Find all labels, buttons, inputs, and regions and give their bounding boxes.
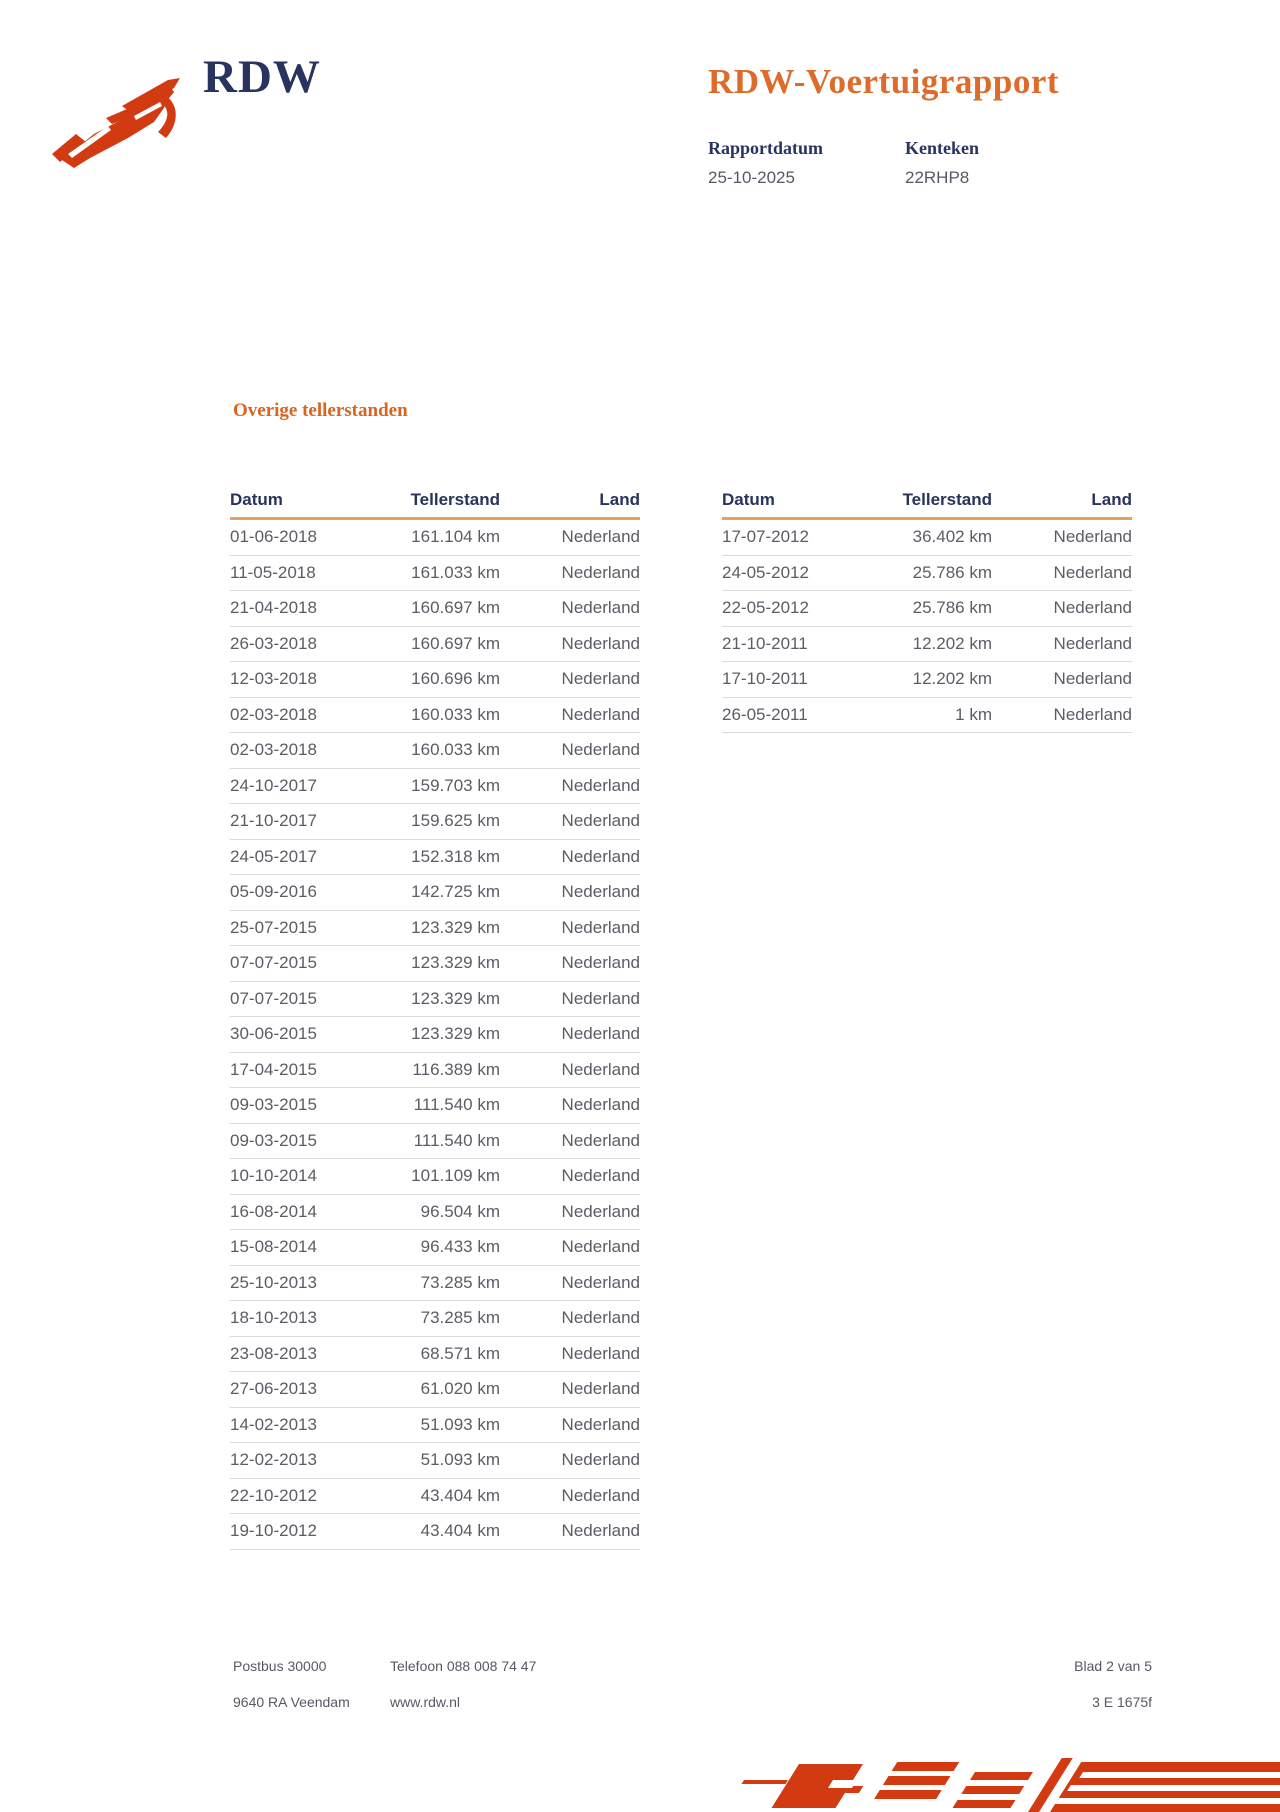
cell-datum: 18-10-2013 — [230, 1308, 317, 1328]
table-row — [230, 875, 640, 911]
cell-datum: 07-07-2015 — [230, 988, 317, 1008]
cell-land: Nederland — [561, 953, 640, 973]
table-row — [230, 769, 640, 805]
rdw-logo-text: RDW — [203, 51, 321, 103]
column-header-tellerstand: Tellerstand — [410, 490, 500, 509]
cell-tellerstand: 123.329 km — [411, 917, 500, 937]
cell-land: Nederland — [561, 562, 640, 582]
table-row — [230, 1053, 640, 1089]
cell-land: Nederland — [561, 633, 640, 653]
cell-datum: 24-05-2012 — [722, 562, 809, 582]
cell-datum: 21-10-2017 — [230, 811, 317, 831]
table-row — [230, 1479, 640, 1515]
table-row — [722, 556, 1132, 592]
cell-land: Nederland — [561, 704, 640, 724]
cell-land: Nederland — [561, 1343, 640, 1363]
odometer-table-left — [230, 490, 640, 1550]
cell-tellerstand: 12.202 km — [912, 669, 992, 689]
cell-tellerstand: 111.540 km — [413, 1095, 500, 1115]
section-title: Overige tellerstanden — [233, 400, 408, 421]
cell-tellerstand: 36.402 km — [912, 527, 992, 547]
cell-datum: 09-03-2015 — [230, 1095, 317, 1115]
cell-datum: 07-07-2015 — [230, 953, 317, 973]
table-row — [230, 840, 640, 876]
table-row — [230, 1195, 640, 1231]
cell-datum: 02-03-2018 — [230, 740, 317, 760]
cell-land: Nederland — [561, 1485, 640, 1505]
table-header — [722, 490, 1132, 520]
cell-datum: 21-10-2011 — [722, 633, 808, 653]
odometer-tables — [230, 490, 1132, 1550]
cell-tellerstand: 96.504 km — [420, 1201, 500, 1221]
cell-land: Nederland — [561, 1414, 640, 1434]
cell-land: Nederland — [561, 1379, 640, 1399]
cell-datum: 24-10-2017 — [230, 775, 317, 795]
cell-tellerstand: 1 km — [955, 704, 992, 724]
cell-datum: 02-03-2018 — [230, 704, 317, 724]
report-meta — [708, 138, 1102, 188]
cell-tellerstand: 160.696 km — [411, 669, 500, 689]
footer-contact-block — [233, 1658, 536, 1730]
cell-tellerstand: 25.786 km — [912, 562, 992, 582]
cell-datum: 21-04-2018 — [230, 598, 317, 618]
table-row — [230, 556, 640, 592]
cell-datum: 25-10-2013 — [230, 1272, 317, 1292]
table-row — [230, 1408, 640, 1444]
cell-tellerstand: 68.571 km — [420, 1343, 500, 1363]
cell-tellerstand: 160.697 km — [411, 598, 500, 618]
cell-datum: 17-07-2012 — [722, 527, 809, 547]
cell-tellerstand: 51.093 km — [420, 1450, 500, 1470]
cell-land: Nederland — [561, 527, 640, 547]
page-number: Blad 2 van 5 — [1074, 1658, 1152, 1674]
cell-land: Nederland — [1053, 527, 1132, 547]
cell-tellerstand: 43.404 km — [420, 1485, 500, 1505]
cell-land: Nederland — [1053, 633, 1132, 653]
cell-land: Nederland — [561, 740, 640, 760]
kenteken-label: Kenteken — [905, 138, 979, 158]
table-row — [230, 520, 640, 556]
table-row — [230, 698, 640, 734]
cell-datum: 16-08-2014 — [230, 1201, 317, 1221]
cell-datum: 30-06-2015 — [230, 1024, 317, 1044]
cell-land: Nederland — [561, 1024, 640, 1044]
footer-website-link[interactable]: www.rdw.nl — [390, 1694, 461, 1710]
cell-tellerstand: 51.093 km — [420, 1414, 500, 1434]
rapportdatum-label: Rapportdatum — [708, 138, 824, 158]
cell-tellerstand: 73.285 km — [420, 1272, 500, 1292]
footer-city: 9640 RA Veendam — [233, 1694, 350, 1710]
page-title: RDW-Voertuigrapport — [708, 62, 1060, 101]
column-header-land: Land — [599, 490, 640, 509]
cell-tellerstand: 101.109 km — [411, 1166, 500, 1186]
rapportdatum-value: 25-10-2025 — [708, 168, 795, 187]
cell-land: Nederland — [561, 1059, 640, 1079]
cell-land: Nederland — [561, 917, 640, 937]
cell-tellerstand: 116.389 km — [412, 1059, 500, 1079]
table-row — [230, 1301, 640, 1337]
cell-datum: 09-03-2015 — [230, 1130, 317, 1150]
cell-datum: 12-03-2018 — [230, 669, 317, 689]
cell-land: Nederland — [1053, 598, 1132, 618]
cell-tellerstand: 152.318 km — [411, 846, 500, 866]
cell-land: Nederland — [561, 846, 640, 866]
cell-tellerstand: 159.703 km — [411, 775, 500, 795]
cell-land: Nederland — [561, 1272, 640, 1292]
column-header-tellerstand: Tellerstand — [902, 490, 992, 509]
cell-datum: 01-06-2018 — [230, 527, 317, 547]
cell-land: Nederland — [1053, 669, 1132, 689]
cell-land: Nederland — [561, 775, 640, 795]
cell-datum: 23-08-2013 — [230, 1343, 317, 1363]
cell-datum: 27-06-2013 — [230, 1379, 317, 1399]
table-row — [230, 911, 640, 947]
cell-land: Nederland — [561, 1521, 640, 1541]
cell-datum: 17-04-2015 — [230, 1059, 317, 1079]
cell-tellerstand: 111.540 km — [413, 1130, 500, 1150]
cell-tellerstand: 142.725 km — [411, 882, 500, 902]
cell-land: Nederland — [561, 1450, 640, 1470]
odometer-table-right — [722, 490, 1132, 1550]
table-row — [230, 1124, 640, 1160]
table-row — [230, 662, 640, 698]
cell-tellerstand: 161.033 km — [411, 562, 500, 582]
cell-datum: 05-09-2016 — [230, 882, 317, 902]
cell-datum: 10-10-2014 — [230, 1166, 317, 1186]
cell-tellerstand: 160.033 km — [411, 704, 500, 724]
cell-tellerstand: 123.329 km — [411, 988, 500, 1008]
cell-land: Nederland — [561, 1130, 640, 1150]
kenteken-value: 22RHP8 — [905, 168, 970, 187]
cell-tellerstand: 73.285 km — [420, 1308, 500, 1328]
cell-tellerstand: 61.020 km — [420, 1379, 500, 1399]
table-row — [230, 982, 640, 1018]
cell-tellerstand: 96.433 km — [420, 1237, 500, 1257]
kenteken-field — [905, 138, 1102, 188]
cell-datum: 19-10-2012 — [230, 1521, 317, 1541]
table-row — [230, 1443, 640, 1479]
footer-postbus: Postbus 30000 — [233, 1658, 327, 1674]
cell-land: Nederland — [561, 598, 640, 618]
table-row — [230, 1088, 640, 1124]
table-row — [722, 520, 1132, 556]
cell-datum: 14-02-2013 — [230, 1414, 317, 1434]
table-row — [230, 1266, 640, 1302]
cell-land: Nederland — [561, 882, 640, 902]
cell-land: Nederland — [561, 1308, 640, 1328]
cell-land: Nederland — [1053, 562, 1132, 582]
rdw-wing-icon — [50, 78, 190, 168]
cell-tellerstand: 43.404 km — [420, 1521, 500, 1541]
cell-tellerstand: 25.786 km — [912, 598, 992, 618]
column-header-datum: Datum — [230, 490, 283, 509]
footer-page-block — [1074, 1658, 1152, 1730]
cell-land: Nederland — [561, 988, 640, 1008]
table-row — [230, 946, 640, 982]
cell-datum: 11-05-2018 — [230, 562, 316, 582]
cell-datum: 22-05-2012 — [722, 598, 809, 618]
cell-tellerstand: 160.033 km — [411, 740, 500, 760]
rapportdatum-field — [708, 138, 905, 188]
cell-land: Nederland — [561, 811, 640, 831]
cell-tellerstand: 123.329 km — [411, 1024, 500, 1044]
cell-land: Nederland — [561, 1237, 640, 1257]
cell-tellerstand: 159.625 km — [411, 811, 500, 831]
cell-datum: 15-08-2014 — [230, 1237, 317, 1257]
table-row — [722, 627, 1132, 663]
cell-datum: 26-05-2011 — [722, 704, 808, 724]
footer-contact — [390, 1658, 536, 1730]
table-row — [722, 591, 1132, 627]
table-row — [230, 591, 640, 627]
rdw-stripes-decoration — [698, 1756, 1280, 1812]
cell-land: Nederland — [561, 1201, 640, 1221]
document-code: 3 E 1675f — [1092, 1694, 1152, 1710]
table-row — [230, 627, 640, 663]
table-row — [230, 1230, 640, 1266]
cell-datum: 26-03-2018 — [230, 633, 317, 653]
footer-phone: Telefoon 088 008 74 47 — [390, 1658, 537, 1674]
column-header-datum: Datum — [722, 490, 775, 509]
column-header-land: Land — [1091, 490, 1132, 509]
table-row — [230, 804, 640, 840]
cell-datum: 24-05-2017 — [230, 846, 317, 866]
cell-land: Nederland — [561, 1095, 640, 1115]
footer-address — [233, 1658, 390, 1730]
table-row — [230, 1514, 640, 1550]
cell-datum: 17-10-2011 — [722, 669, 808, 689]
table-row — [230, 1159, 640, 1195]
cell-land: Nederland — [561, 1166, 640, 1186]
table-row — [722, 698, 1132, 734]
cell-datum: 12-02-2013 — [230, 1450, 317, 1470]
table-row — [230, 1372, 640, 1408]
cell-land: Nederland — [561, 669, 640, 689]
table-header — [230, 490, 640, 520]
cell-tellerstand: 160.697 km — [411, 633, 500, 653]
table-row — [230, 733, 640, 769]
cell-datum: 22-10-2012 — [230, 1485, 317, 1505]
cell-tellerstand: 161.104 km — [411, 527, 500, 547]
table-row — [722, 662, 1132, 698]
cell-land: Nederland — [1053, 704, 1132, 724]
cell-tellerstand: 123.329 km — [411, 953, 500, 973]
cell-tellerstand: 12.202 km — [912, 633, 992, 653]
cell-datum: 25-07-2015 — [230, 917, 317, 937]
table-row — [230, 1017, 640, 1053]
table-row — [230, 1337, 640, 1373]
